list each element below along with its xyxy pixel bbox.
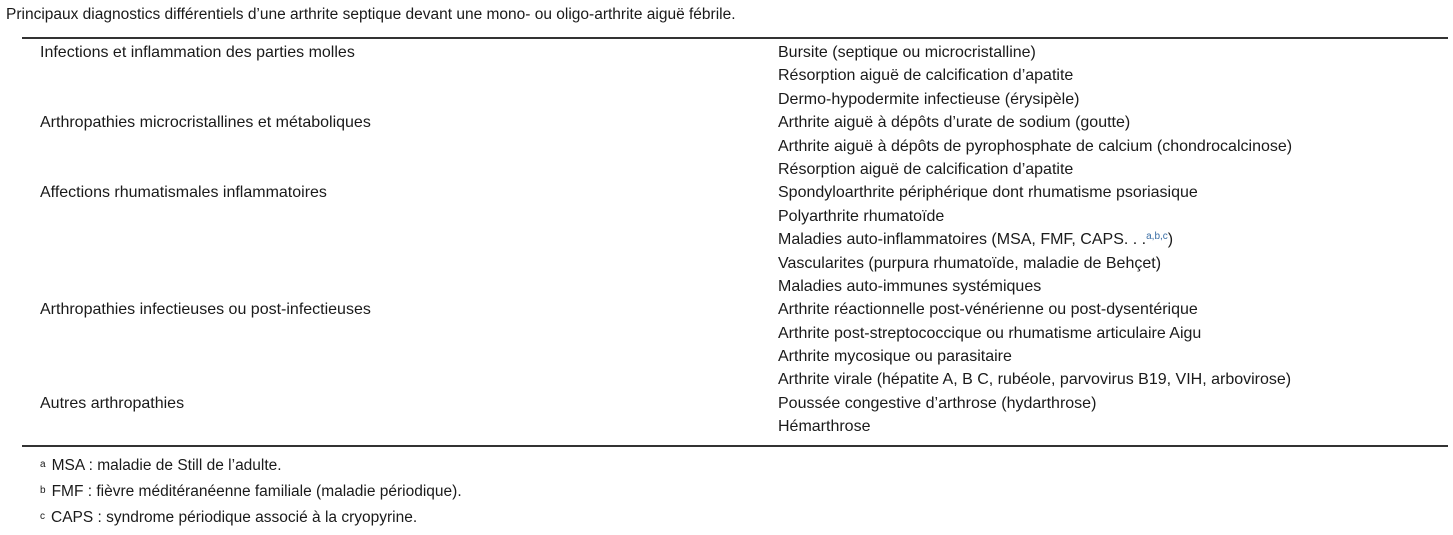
footnote-mark: a xyxy=(40,459,46,470)
row-item: Dermo-hypodermite infectieuse (érysipèle) xyxy=(778,90,1080,108)
row-items xyxy=(778,111,1453,181)
row-category: Infections et inflammation des parties molles xyxy=(40,44,355,61)
differential-diagnosis-table xyxy=(0,41,1453,439)
footnote-b xyxy=(40,479,462,505)
row-item: Spondyloarthrite périphérique dont rhumatisme psoriasique xyxy=(778,184,1198,202)
footnotes xyxy=(40,453,462,531)
table-row-inflammatory xyxy=(0,181,1453,298)
row-items xyxy=(778,181,1453,298)
table-top-rule xyxy=(22,37,1448,39)
row-item-text: Maladies auto-inflammatoires (MSA, FMF, CAPS. . . xyxy=(778,231,1147,249)
row-item: Poussée congestive d’arthrose (hydarthrose) xyxy=(778,394,1097,412)
footnote-c xyxy=(40,505,462,531)
footnote-mark: c xyxy=(40,511,45,522)
row-items xyxy=(778,392,1453,439)
row-item: Polyarthrite rhumatoïde xyxy=(778,207,945,225)
row-item: Arthrite virale (hépatite A, B C, rubéole, parvovirus B19, VIH, arbovirose) xyxy=(778,371,1292,389)
row-item: Résorption aiguë de calcification d’apatite xyxy=(778,160,1074,178)
table-row-microcrystalline xyxy=(0,111,1453,181)
row-items xyxy=(778,41,1453,111)
row-item: Arthrite aiguë à dépôts d’urate de sodium (goutte) xyxy=(778,114,1131,132)
row-item: Maladies auto-immunes systémiques xyxy=(778,277,1042,295)
footnote-a xyxy=(40,453,462,479)
row-item: Hémarthrose xyxy=(778,418,871,436)
row-category: Affections rhumatismales inflammatoires xyxy=(40,184,327,202)
table-row-infectious xyxy=(0,298,1453,392)
footnote-text: CAPS : syndrome périodique associé à la cryopyrine. xyxy=(51,509,418,526)
row-item: Arthrite aiguë à dépôts de pyrophosphate de calcium (chondrocalcinose) xyxy=(778,137,1293,155)
row-item: Résorption aiguë de calcification d’apatite xyxy=(778,67,1074,85)
row-item: Bursite (septique ou microcristalline) xyxy=(778,44,1036,61)
row-item-suffix: ) xyxy=(1167,231,1174,249)
footnote-ref-link[interactable]: a,b,c xyxy=(1146,231,1168,243)
footnote-mark: b xyxy=(40,485,46,496)
row-item: Vascularites (purpura rhumatoïde, maladie de Behçet) xyxy=(778,254,1162,272)
row-item-with-ref xyxy=(778,228,1453,251)
row-items xyxy=(778,298,1453,392)
table-bottom-rule xyxy=(22,445,1448,447)
footnote-text: FMF : fièvre méditéranéenne familiale (maladie périodique). xyxy=(51,483,462,500)
row-category: Arthropathies microcristallines et métaboliques xyxy=(40,114,371,132)
table-row-other xyxy=(0,392,1453,439)
row-item: Arthrite réactionnelle post-vénérienne ou post-dysentérique xyxy=(778,301,1198,319)
table-caption: Principaux diagnostics différentiels d’une arthrite septique devant une mono- ou oligo-arthrite aiguë fébrile. xyxy=(6,6,736,23)
row-item: Arthrite post-streptococcique ou rhumatisme articulaire Aigu xyxy=(778,324,1202,342)
footnote-text: MSA : maladie de Still de l’adulte. xyxy=(51,457,282,474)
row-item: Arthrite mycosique ou parasitaire xyxy=(778,348,1012,366)
row-category: Autres arthropathies xyxy=(40,394,185,412)
row-category: Arthropathies infectieuses ou post-infectieuses xyxy=(40,301,371,319)
table-row-soft-tissue xyxy=(0,41,1453,111)
